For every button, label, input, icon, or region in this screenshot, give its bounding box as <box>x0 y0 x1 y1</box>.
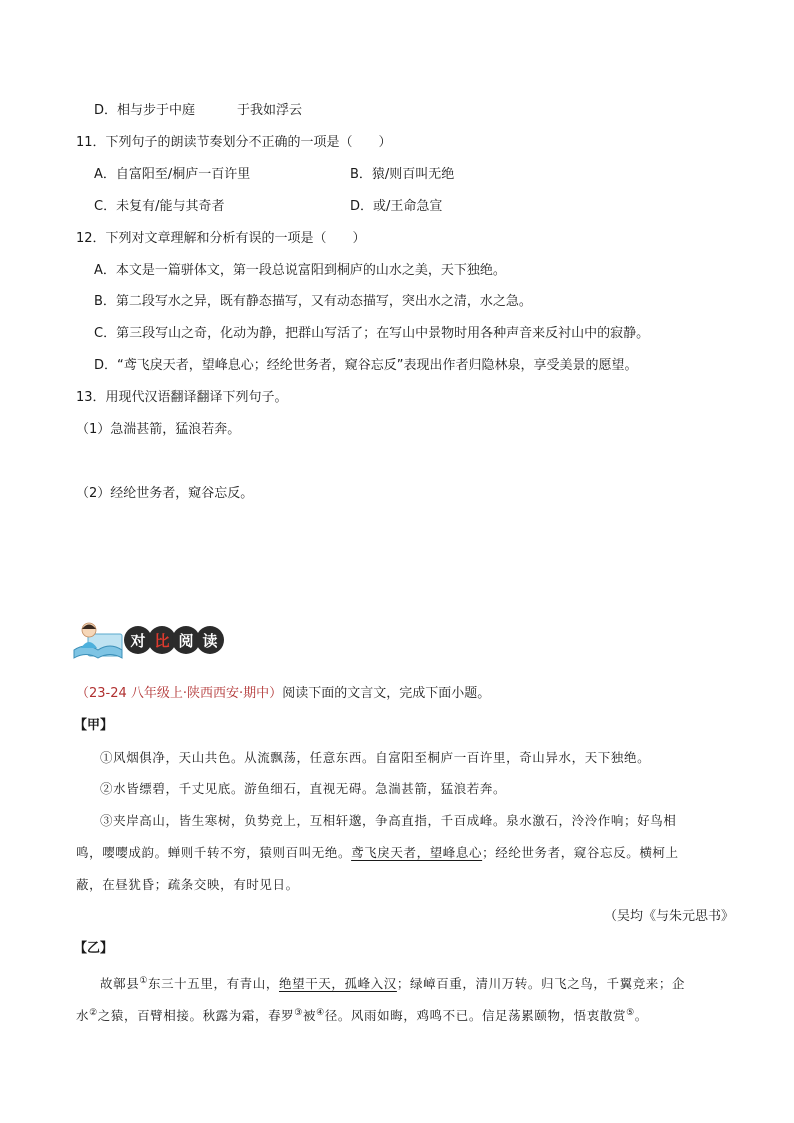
annotation-marker-1: ① <box>139 976 148 986</box>
jia-paragraph-1: ①风烟俱净，天山共色。从流飘荡，任意东西。自富阳至桐庐一百许里，奇山异水，天下独绝。 <box>100 750 651 765</box>
banner-char-dui: 对 <box>124 626 152 654</box>
q13-item-1: （1）急湍甚箭，猛浪若奔。 <box>76 422 241 437</box>
question-source: （23-24 八年级上·陕西西安·期中） <box>76 686 283 701</box>
annotation-marker-3: ③ <box>294 1008 303 1018</box>
q11-stem: 11．下列句子的朗读节奏划分不正确的一项是（ ） <box>76 135 392 150</box>
jia-attribution: （吴均《与朱元思书》 <box>604 909 735 924</box>
yi-text-segment: ；绿嶂百重，清川万转。归飞之鸟，千翼竞来；企 <box>396 976 686 992</box>
passage-yi-label: 【乙】 <box>74 941 114 956</box>
jia-text-segment: ；经纶世务者，窥谷忘反。横柯上 <box>482 845 679 860</box>
option-d-part-b: 于我如浮云 <box>237 103 303 118</box>
banner-char-yue: 阅 <box>172 626 200 654</box>
contrast-reading-banner <box>72 618 222 662</box>
q13-item-2: （2）经纶世务者，窥谷忘反。 <box>76 486 254 501</box>
banner-char-bi: 比 <box>148 626 176 654</box>
jia-paragraph-3-line-1: ③夹岸高山，皆生寒树，负势竞上，互相轩邈，争高直指，千百成峰。泉水激石，泠泠作响；好鸟相 <box>100 813 677 828</box>
yi-text-segment: 之猿，百臂相接。秋露为霜，春罗 <box>97 1008 295 1024</box>
q12-stem: 12．下列对文章理解和分析有误的一项是（ ） <box>76 231 366 246</box>
reading-intro <box>76 685 490 703</box>
yi-text-segment: 径。风雨如晦，鸡鸣不已。信足荡累颐物，悟衷散赏 <box>324 1008 627 1024</box>
banner-char-du: 读 <box>196 626 224 654</box>
q12-option-c: C．第三段写山之奇，化动为静，把群山写活了；在写山中景物时用各种声音来反衬山中的寂静。 <box>94 326 650 341</box>
q10-option-d <box>94 102 302 120</box>
jia-paragraph-2: ②水皆缥碧，千丈见底。游鱼细石，直视无碍。急湍甚箭，猛浪若奔。 <box>100 781 507 796</box>
yi-line-1 <box>100 972 685 993</box>
option-d-part-a: 相与步于中庭 <box>117 103 196 118</box>
jia-paragraph-3-line-3: 蔽，在昼犹昏；疏条交映，有时见日。 <box>76 877 299 892</box>
annotation-marker-4: ④ <box>316 1008 325 1018</box>
q11-option-d: D．或/王命急宣 <box>350 199 443 214</box>
q11-option-a: A．自富阳至/桐庐一百许里 <box>94 167 251 182</box>
yi-text-segment: 。 <box>634 1008 648 1024</box>
q12-option-a: A．本文是一篇骈体文，第一段总说富阳到桐庐的山水之美，天下独绝。 <box>94 263 506 278</box>
jia-paragraph-3-line-2 <box>76 844 679 862</box>
yi-text-segment: 被 <box>302 1008 317 1024</box>
q12-option-d: D．“鸢飞戾天者，望峰息心；经纶世务者，窥谷忘反”表现出作者归隐林泉，享受美景的愿望。 <box>94 358 638 373</box>
yi-text-segment: 故鄣县 <box>100 976 140 992</box>
annotation-marker-5: ⑤ <box>626 1008 635 1018</box>
yi-underlined-sentence: 绝望干天，孤峰入汉 <box>279 976 397 992</box>
jia-text-segment: 鸣，嘤嘤成韵。蝉则千转不穷，猿则百叫无绝。 <box>76 845 352 860</box>
student-reading-icon <box>72 620 124 660</box>
annotation-marker-2: ② <box>89 1008 98 1018</box>
q13-stem: 13．用现代汉语翻译翻译下列句子。 <box>76 390 288 405</box>
q11-option-c: C．未复有/能与其奇者 <box>94 199 225 214</box>
q12-option-b: B．第二段写水之异，既有静态描写，又有动态描写，突出水之清，水之急。 <box>94 294 532 309</box>
option-label: D． <box>94 103 118 118</box>
yi-text-segment: 东三十五里，有青山， <box>147 976 279 992</box>
yi-line-2 <box>76 1004 648 1025</box>
q11-option-b: B．猿/则百叫无绝 <box>350 167 455 182</box>
jia-underlined-sentence: 鸢飞戾天者，望峰息心 <box>351 845 483 860</box>
passage-jia-label: 【甲】 <box>74 718 114 733</box>
yi-text-segment: 水 <box>76 1008 90 1024</box>
intro-text: 阅读下面的文言文，完成下面小题。 <box>282 686 491 701</box>
